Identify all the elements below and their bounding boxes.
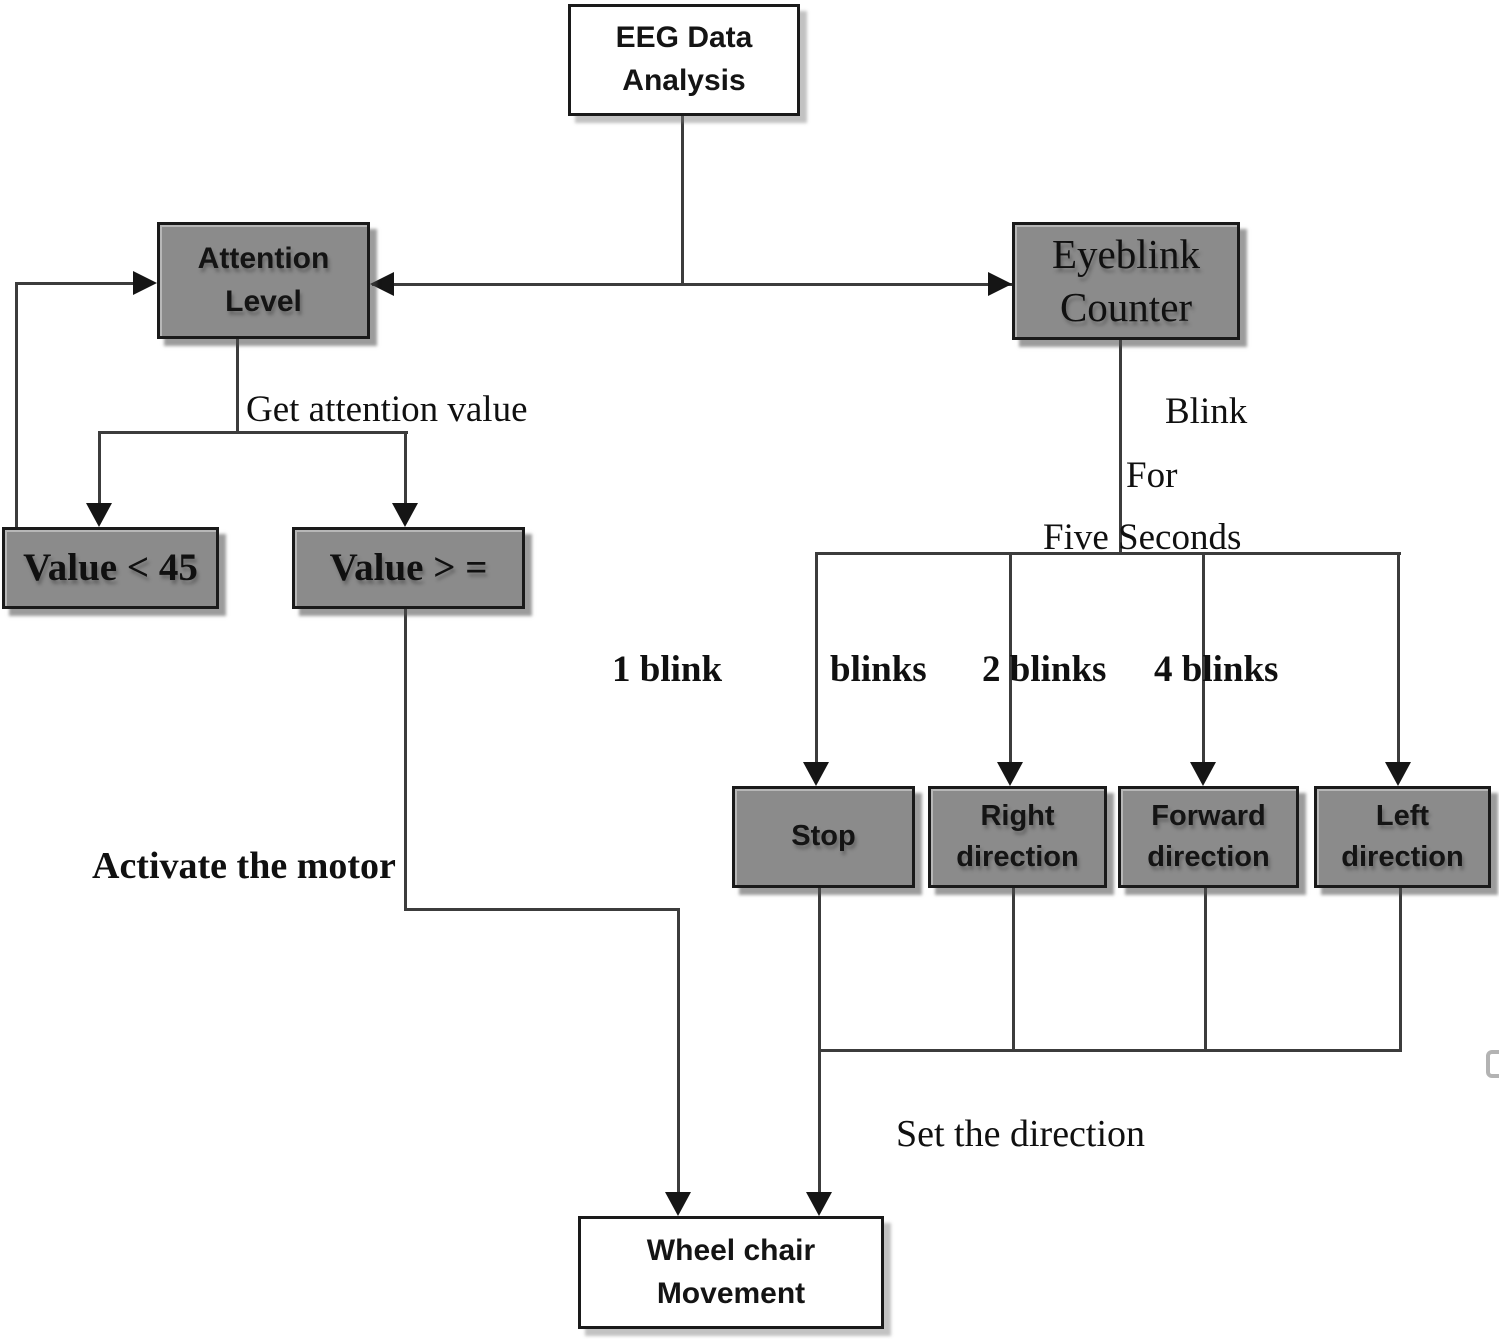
node-value-lt-45 — [2, 527, 219, 609]
edge-left-down — [1399, 888, 1402, 1052]
label-blinks: blinks — [830, 649, 927, 690]
eeg-label-line2: Analysis — [622, 64, 746, 97]
node-value-ge — [292, 527, 525, 609]
node-right-direction — [928, 786, 1107, 888]
wheelchair-label-line1: Wheel chair — [646, 1233, 816, 1267]
eeg-label-line1: EEG Data — [615, 21, 753, 55]
node-wheelchair-movement — [578, 1216, 884, 1329]
arrowhead-into-wheelchair-left — [665, 1192, 691, 1216]
edge-drop-to-value-lt — [98, 431, 101, 507]
arrowhead-into-attention-right — [370, 272, 394, 296]
label-blink: Blink — [1165, 391, 1248, 432]
label-activate-motor: Activate the motor — [92, 845, 396, 887]
stop-label: Stop — [791, 820, 856, 853]
left-label-line1: Left — [1375, 799, 1430, 832]
edge-attention-split-horizontal — [98, 431, 408, 434]
arrowhead-into-value-ge — [392, 503, 418, 527]
edge-forward-down — [1204, 888, 1207, 1052]
edge-motor-to-wheelchair — [677, 908, 680, 1194]
label-get-attention-value: Get attention value — [246, 389, 528, 430]
arrowhead-feedback-into-attention — [133, 271, 157, 295]
edge-right-down — [1012, 888, 1015, 1052]
value-lt-label: Value < 45 — [23, 545, 198, 589]
forward-label-line1: Forward — [1151, 799, 1266, 832]
edge-drop-to-stop — [815, 552, 818, 764]
scan-artifact-mark — [1486, 1050, 1499, 1078]
edge-drop-to-value-ge — [404, 431, 407, 507]
arrowhead-into-value-lt — [86, 503, 112, 527]
node-eeg-data-analysis — [568, 4, 800, 116]
right-label-line2: direction — [956, 841, 1079, 873]
edge-stop-to-wheelchair — [818, 888, 821, 1194]
eyeblink-label-line1: Eyeblink — [1051, 230, 1201, 277]
attention-label-line1: Attention — [197, 241, 330, 275]
label-one-blink: 1 blink — [612, 649, 723, 690]
eyeblink-label-line2: Counter — [1059, 284, 1193, 330]
edge-attention-down-stub — [236, 339, 239, 434]
attention-label-line2: Level — [225, 284, 302, 318]
edge-drop-to-left — [1397, 552, 1400, 764]
edge-junction-horizontal — [372, 283, 1012, 286]
edge-feedback-vertical — [15, 282, 18, 529]
forward-label-line2: direction — [1147, 841, 1270, 873]
node-stop — [732, 786, 915, 888]
arrowhead-into-left — [1385, 762, 1411, 786]
arrowhead-into-right — [997, 762, 1023, 786]
arrowhead-into-eyeblink-left — [988, 272, 1012, 296]
edge-value-ge-horizontal — [404, 908, 680, 911]
right-label-line1: Right — [980, 799, 1055, 832]
edge-eeg-to-junction — [681, 116, 684, 286]
value-ge-label: Value > = — [329, 545, 488, 589]
arrowhead-into-wheelchair-right — [806, 1192, 832, 1216]
label-set-direction: Set the direction — [896, 1113, 1146, 1155]
node-eyeblink-counter — [1012, 222, 1240, 340]
label-for: For — [1126, 455, 1178, 496]
label-two-blinks: 2 blinks — [982, 649, 1107, 690]
label-four-blinks: 4 blinks — [1154, 649, 1279, 690]
node-left-direction — [1314, 786, 1491, 888]
edge-directions-merge-horizontal — [818, 1049, 1402, 1052]
edge-feedback-horizontal — [15, 282, 135, 285]
edge-value-ge-down — [404, 609, 407, 910]
arrowhead-into-stop — [803, 762, 829, 786]
label-five-seconds: Five Seconds — [1043, 517, 1242, 558]
arrowhead-into-forward — [1190, 762, 1216, 786]
left-label-line2: direction — [1341, 841, 1464, 873]
node-forward-direction — [1118, 786, 1299, 888]
node-attention-level — [157, 222, 370, 339]
wheelchair-label-line2: Movement — [656, 1276, 806, 1310]
